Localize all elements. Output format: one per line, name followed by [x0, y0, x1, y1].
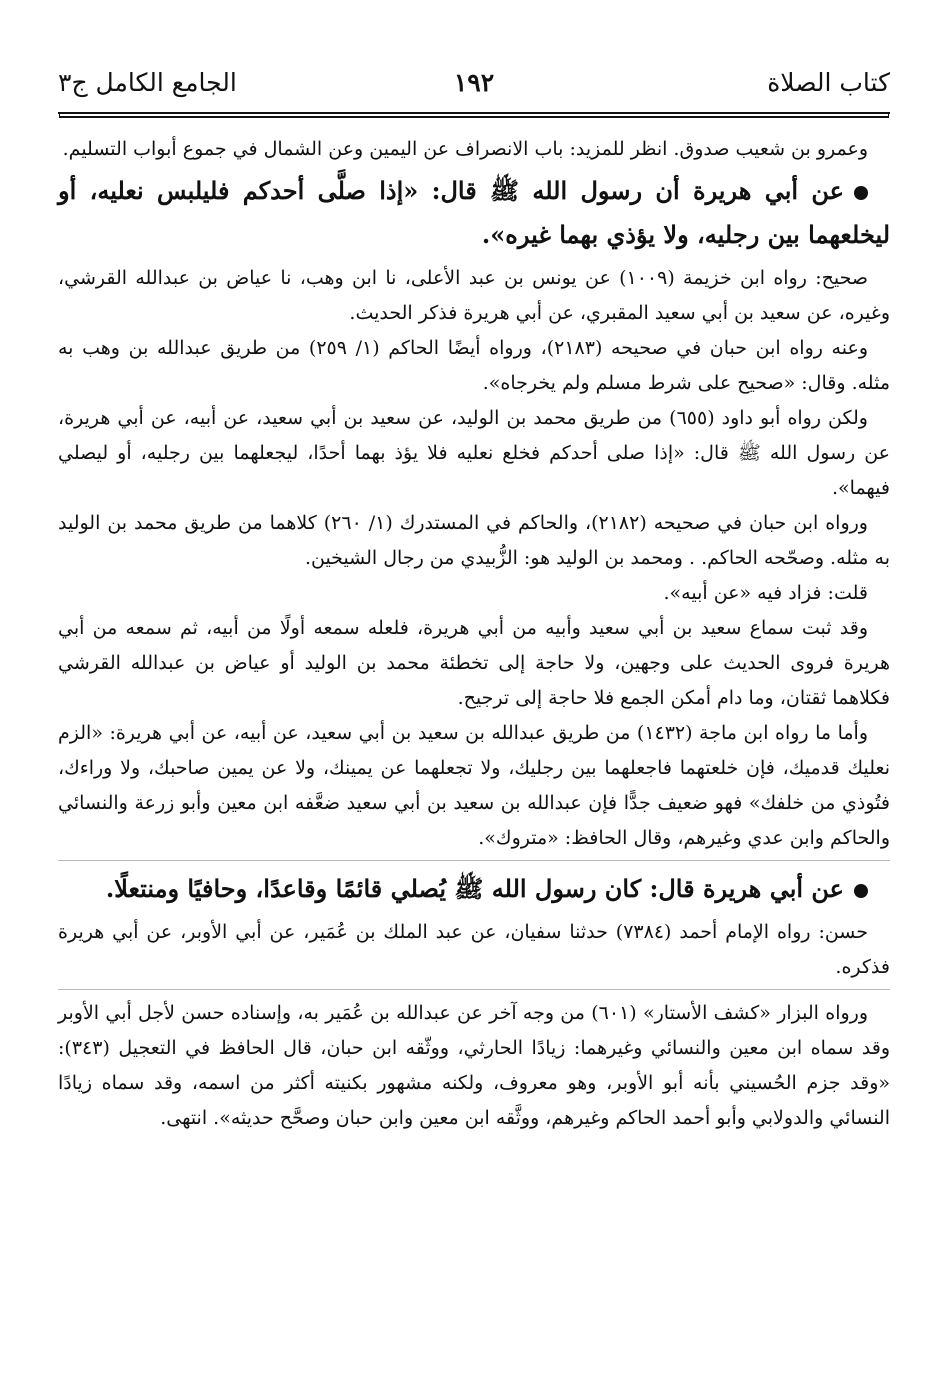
- paragraph: وعنه رواه ابن حبان في صحيحه (٢١٨٣)، ورواه أيضًا الحاكم (١/ ٢٥٩) من طريق عبدالله بن وهب به مثله. وقال: «صحيح على شرط مسلم ولم يخرجاه».: [58, 337, 890, 394]
- paragraph: قلت: فزاد فيه «عن أبيه».: [663, 582, 868, 604]
- book-page: [58, 62, 890, 1362]
- paragraph: صحيح: رواه ابن خزيمة (١٠٠٩) عن يونس بن عبد الأعلى، نا ابن وهب، نا عياض بن عبدالله القرشي، وغيره، عن سعيد بن أبي سعيد المقبري، عن أبي هريرة فذكر الحديث.: [58, 267, 890, 324]
- bullet-icon: [854, 186, 868, 200]
- chapter-title: كتاب الصلاة: [767, 68, 890, 97]
- hadith-text: [58, 169, 890, 257]
- bullet-icon: [854, 884, 868, 898]
- book-title: الجامع الكامل ج٣: [58, 68, 237, 97]
- page-header: [58, 62, 890, 114]
- paragraph: حسن: رواه الإمام أحمد (٧٣٨٤) حدثنا سفيان، عن عبد الملك بن عُمَير، عن أبي الأوبر، عن أبي هريرة فذكره.: [58, 915, 890, 990]
- page-number: ١٩٢: [453, 68, 495, 97]
- hadith-body: عن أبي هريرة أن رسول الله ﷺ قال: «إذا صلَّى أحدكم فليلبس نعليه، أو ليخلعهما بين رجليه، ولا يؤذي بهما غيره».: [58, 176, 890, 249]
- paragraph: وعمرو بن شعيب صدوق. انظر للمزيد: باب الانصراف عن اليمين وعن الشمال في جموع أبواب التسليم.: [62, 138, 868, 160]
- paragraph: ولكن رواه أبو داود (٦٥٥) من طريق محمد بن الوليد، عن سعيد بن أبي سعيد، عن أبيه، عن أبي هريرة، عن رسول الله ﷺ قال: «إذا صلى أحدكم فخلع نعليه فلا يؤذ بهما أحدًا، ليجعلهما بين رجليه، أو ليصلي فيهما».: [58, 407, 890, 499]
- paragraph: ورواه ابن حبان في صحيحه (٢١٨٢)، والحاكم في المستدرك (١/ ٢٦٠) كلاهما من طريق محمد بن الوليد به مثله. وصحّحه الحاكم. . ومحمد بن الوليد هو: الزُّبيدي من رجال الشيخين.: [58, 512, 890, 569]
- page-body: [58, 132, 890, 1136]
- paragraph: ورواه البزار «كشف الأستار» (٦٠١) من وجه آخر عن عبدالله بن عُمَير به، وإسناده حسن لأجل أبي الأوبر وقد سماه ابن معين والنسائي وغيرهما: زيادًا الحارثي، ووثّقه ابن حبان، قال الحافظ في التعجيل (٣٤٣): «وقد جزم الحُسيني بأنه أبو الأوبر، وهو معروف، ولكنه مشهور بكنيته أكثر من اسمه، وقد سماه زيادًا النسائي والدولابي وأبو أحمد الحاكم وغيرهم، ووثَّقه ابن معين وابن حبان وصحَّح حديثه». انتهى.: [58, 1002, 890, 1129]
- hadith-text: [58, 867, 890, 911]
- paragraph: وأما ما رواه ابن ماجة (١٤٣٢) من طريق عبدالله بن سعيد بن أبي سعيد، عن أبيه، عن أبي هريرة: «الزم نعليك قدميك، فإن خلعتهما فاجعلهما بين رجليك، ولا تجعلهما عن يمينك، ولا عن يمين صاحبك، ولا وراءك، فتُوذي من خلفك» فهو ضعيف جدًّا فإن عبدالله بن سعيد بن أبي سعيد ضعَّفه ابن معين وأبو زرعة والنسائي والحاكم وابن عدي وغيرهم، وقال الحافظ: «متروك».: [58, 716, 890, 861]
- hadith-body: عن أبي هريرة قال: كان رسول الله ﷺ يُصلي قائمًا وقاعدًا، وحافيًا ومنتعلًا.: [105, 874, 844, 903]
- paragraph: وقد ثبت سماع سعيد بن أبي سعيد وأبيه من أبي هريرة، فلعله سمعه أولًا من أبيه، ثم سمعه من أبي هريرة فروى الحديث على وجهين، ولا حاجة إلى تخطئة محمد بن الوليد أو عياض بن عبدالله القرشي فكلاهما ثقتان، وما دام أمكن الجمع فلا حاجة إلى ترجيح.: [58, 617, 890, 709]
